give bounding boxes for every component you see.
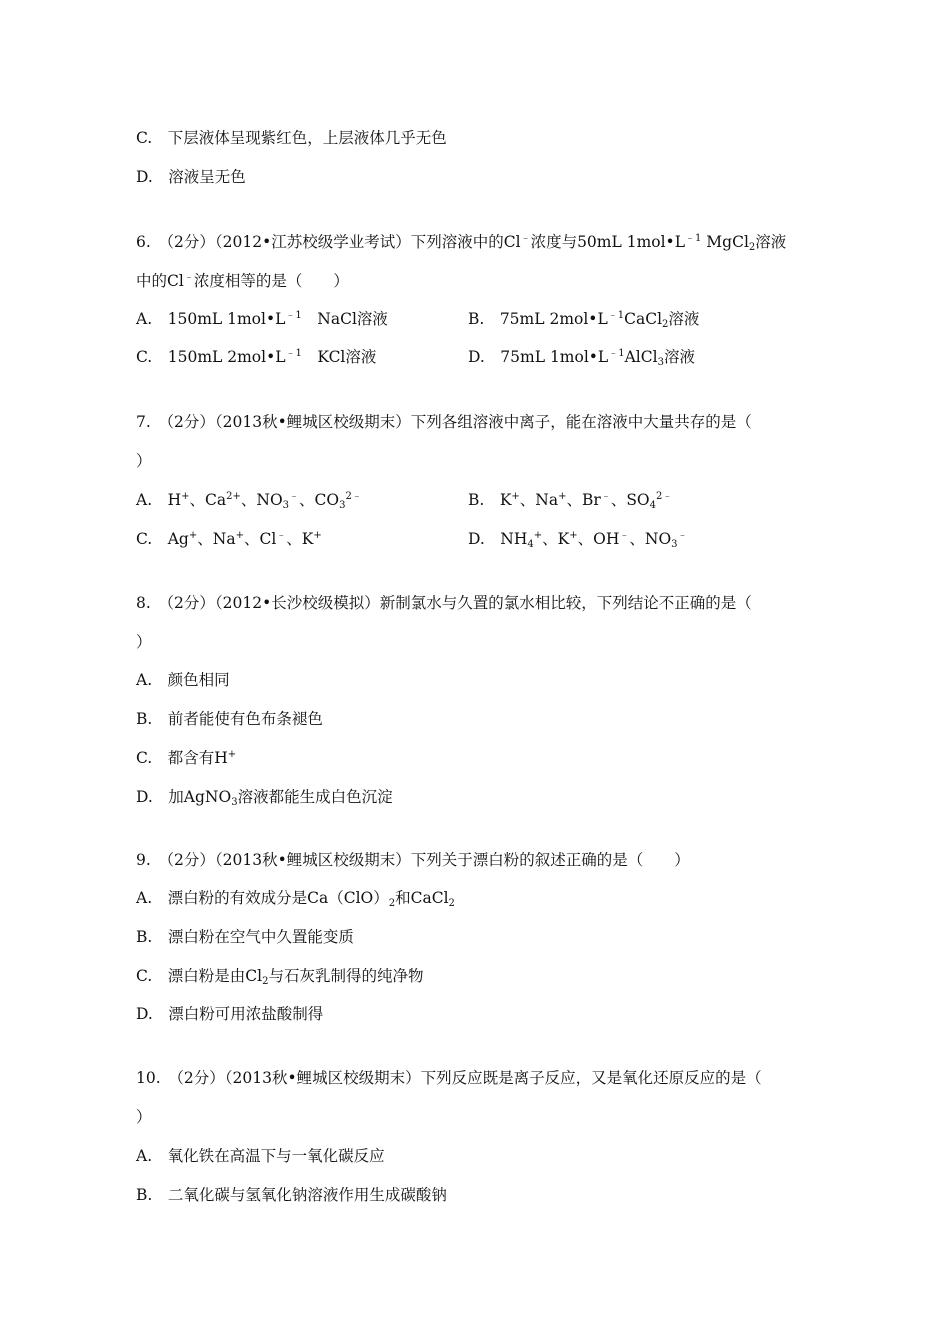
q10-stem-line2: ） (136, 1108, 152, 1126)
q9-option-a: A. 漂白粉的有效成分是$Ca(ClO)_2$和CaCl$_2$ (136, 889, 455, 909)
q8-option-d: D. 加AgNO$_3$溶液都能生成白色沉淀 (136, 788, 393, 808)
q7-option-a: A. H+、$Ca^{2+}$、$NO_3^﹣$、$CO_3^{2﹣}$ (136, 491, 362, 511)
q8-stem-line2: ） (136, 633, 152, 651)
q6-option-c: C. 150mL $2mol•L^{﹣1}$ KCl溶液 (136, 348, 377, 366)
q7-stem-line1: 7. （2分）（2013秋•鲤城区校级期末）下列各组溶液中离子，能在溶液中大量共存的是（ (136, 413, 752, 431)
q9-option-c: C. 漂白粉是由$Cl_2$与石灰乳制得的纯净物 (136, 967, 424, 987)
q8-stem-line1: 8. （2分）（2012•长沙校级模拟）新制氯水与久置的氯水相比较，下列结论不正确的是（ (136, 594, 752, 612)
q7-option-c: C. Ag+、Na+、Cl﹣、K+ (136, 530, 322, 548)
q5-option-c: C. 下层液体呈现紫红色，上层液体几乎无色 (136, 129, 447, 147)
q7-option-b: B. K+、Na+、Br﹣、$SO_4^{2﹣}$ (468, 491, 673, 511)
q10-stem-line1: 10. （2分）（2013秋•鲤城区校级期末）下列反应既是离子反应，又是氧化还原反应的是（ (136, 1069, 762, 1087)
q10-option-b: B. 二氧化碳与氢氧化钠溶液作用生成碳酸钠 (136, 1186, 447, 1204)
q7-stem-line2: ） (136, 452, 152, 470)
q9-option-d: D. 漂白粉可用浓盐酸制得 (136, 1005, 324, 1023)
q8-option-c: C. 都含有H+ (136, 749, 237, 767)
q6-option-b: B. 75mL $2mol•L^{﹣1}CaCl_2$溶液 (468, 310, 700, 330)
q6-option-d: D. 75mL $1mol•L^{﹣1}AlCl_3$溶液 (468, 348, 695, 368)
q10-option-a: A. 氧化铁在高温下与一氧化碳反应 (136, 1147, 385, 1165)
q9-option-b: B. 漂白粉在空气中久置能变质 (136, 928, 354, 946)
q9-stem: 9. （2分）（2013秋•鲤城区校级期末）下列关于漂白粉的叙述正确的是（ ） (136, 851, 690, 869)
q7-option-d: D. $NH_4^+$、K+、OH﹣、$NO_3^﹣$ (468, 530, 688, 550)
q6-stem-line1: 6. （2分）（2012•江苏校级学业考试）下列溶液中的Cl﹣浓度与50mL $1mol•L^{﹣1}$ MgCl$_2$溶液 (136, 233, 787, 253)
q8-option-a: A. 颜色相同 (136, 671, 230, 689)
q8-option-b: B. 前者能使有色布条褪色 (136, 710, 323, 728)
q6-stem-line2: 中的Cl﹣浓度相等的是（ ） (136, 272, 349, 290)
q5-option-d: D. 溶液呈无色 (136, 168, 246, 186)
q6-option-a: A. 150mL $1mol•L^{﹣1}$ NaCl溶液 (136, 310, 388, 328)
